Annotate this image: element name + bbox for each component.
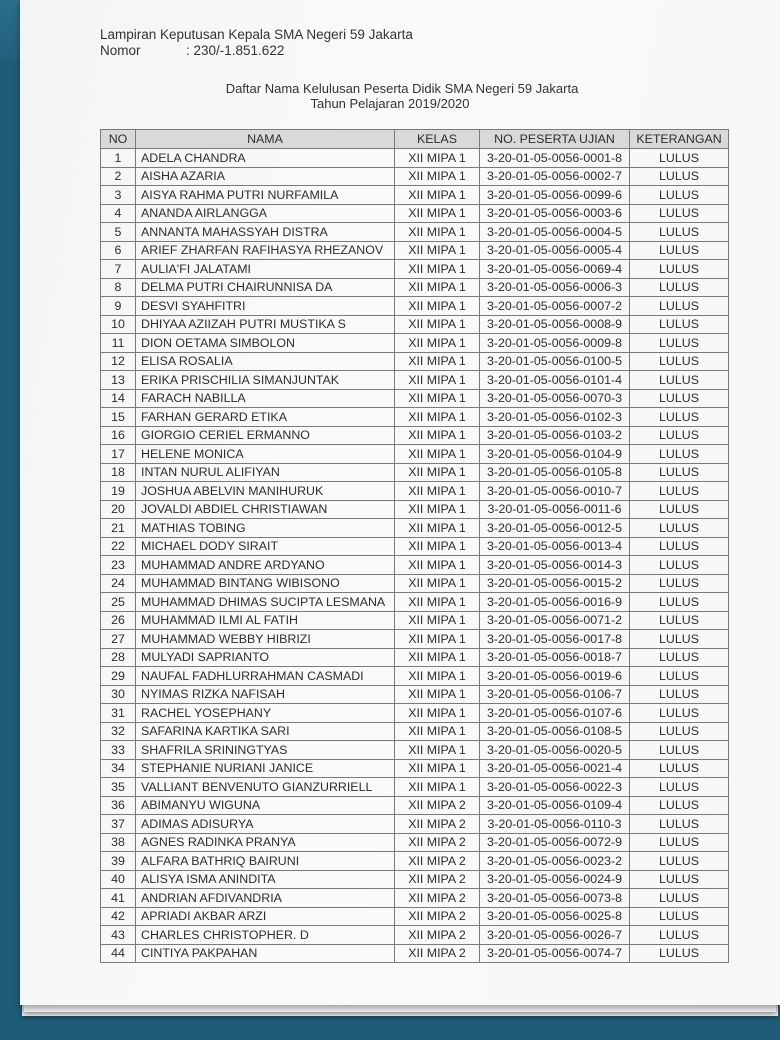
student-name: AGNES RADINKA PRANYA: [136, 833, 395, 852]
row-number: 18: [101, 463, 136, 482]
table-row: [101, 593, 729, 612]
row-number: 20: [101, 500, 136, 519]
status-cell: LULUS: [630, 352, 729, 371]
table-row: [101, 223, 729, 242]
status-cell: LULUS: [630, 167, 729, 186]
student-name: ANDRIAN AFDIVANDRIA: [136, 889, 395, 908]
student-name: FARHAN GERARD ETIKA: [136, 408, 395, 427]
table-row: [101, 149, 729, 168]
class-cell: XII MIPA 2: [395, 870, 480, 889]
student-name: SAFARINA KARTIKA SARI: [136, 722, 395, 741]
row-number: 25: [101, 593, 136, 612]
student-name: ALFARA BATHRIQ BAIRUNI: [136, 852, 395, 871]
row-number: 5: [101, 223, 136, 242]
exam-number: 3-20-01-05-0056-0103-2: [480, 426, 630, 445]
table-row: [101, 648, 729, 667]
status-cell: LULUS: [630, 278, 729, 297]
table-row: [101, 889, 729, 908]
class-cell: XII MIPA 1: [395, 667, 480, 686]
exam-number: 3-20-01-05-0056-0025-8: [480, 907, 630, 926]
column-header-kelas: KELAS: [395, 130, 480, 149]
status-cell: LULUS: [630, 778, 729, 797]
table-row: [101, 667, 729, 686]
table-row: [101, 278, 729, 297]
student-name: MATHIAS TOBING: [136, 519, 395, 538]
table-row: [101, 778, 729, 797]
class-cell: XII MIPA 1: [395, 297, 480, 316]
nomor-value: : 230/-1.851.622: [186, 43, 285, 58]
class-cell: XII MIPA 1: [395, 241, 480, 260]
status-cell: LULUS: [630, 445, 729, 464]
lampiran-line: Lampiran Keputusan Kepala SMA Negeri 59 Jakarta: [100, 27, 413, 42]
class-cell: XII MIPA 1: [395, 537, 480, 556]
student-name: ANNANTA MAHASSYAH DISTRA: [136, 223, 395, 242]
student-name: AULIA'FI JALATAMI: [136, 260, 395, 279]
table-row: [101, 186, 729, 205]
class-cell: XII MIPA 1: [395, 334, 480, 353]
class-cell: XII MIPA 1: [395, 149, 480, 168]
row-number: 13: [101, 371, 136, 390]
table-row: [101, 759, 729, 778]
exam-number: 3-20-01-05-0056-0017-8: [480, 630, 630, 649]
status-cell: LULUS: [630, 556, 729, 575]
column-header-no: NO: [101, 130, 136, 149]
row-number: 43: [101, 926, 136, 945]
student-name: JOSHUA ABELVIN MANIHURUK: [136, 482, 395, 501]
student-name: CINTIYA PAKPAHAN: [136, 944, 395, 963]
student-name: ADELA CHANDRA: [136, 149, 395, 168]
student-name: FARACH NABILLA: [136, 389, 395, 408]
status-cell: LULUS: [630, 741, 729, 760]
row-number: 2: [101, 167, 136, 186]
row-number: 1: [101, 149, 136, 168]
row-number: 23: [101, 556, 136, 575]
class-cell: XII MIPA 2: [395, 815, 480, 834]
table-row: [101, 907, 729, 926]
student-name: MUHAMMAD ILMI AL FATIH: [136, 611, 395, 630]
table-row: [101, 389, 729, 408]
student-name: ADIMAS ADISURYA: [136, 815, 395, 834]
table-row: [101, 500, 729, 519]
document-page: [20, 0, 780, 1005]
student-name: MUHAMMAD WEBBY HIBRIZI: [136, 630, 395, 649]
exam-number: 3-20-01-05-0056-0071-2: [480, 611, 630, 630]
row-number: 16: [101, 426, 136, 445]
student-name: GIORGIO CERIEL ERMANNO: [136, 426, 395, 445]
student-name: DELMA PUTRI CHAIRUNNISA DA: [136, 278, 395, 297]
status-cell: LULUS: [630, 574, 729, 593]
table-row: [101, 926, 729, 945]
status-cell: LULUS: [630, 907, 729, 926]
table-row: [101, 852, 729, 871]
row-number: 9: [101, 297, 136, 316]
table-row: [101, 463, 729, 482]
exam-number: 3-20-01-05-0056-0107-6: [480, 704, 630, 723]
student-name: AISYA RAHMA PUTRI NURFAMILA: [136, 186, 395, 205]
student-name: CHARLES CHRISTOPHER. D: [136, 926, 395, 945]
student-name: MUHAMMAD DHIMAS SUCIPTA LESMANA: [136, 593, 395, 612]
class-cell: XII MIPA 1: [395, 223, 480, 242]
table-row: [101, 722, 729, 741]
exam-number: 3-20-01-05-0056-0069-4: [480, 260, 630, 279]
row-number: 30: [101, 685, 136, 704]
status-cell: LULUS: [630, 759, 729, 778]
class-cell: XII MIPA 1: [395, 352, 480, 371]
student-name: ANANDA AIRLANGGA: [136, 204, 395, 223]
class-cell: XII MIPA 2: [395, 852, 480, 871]
student-name: INTAN NURUL ALIFIYAN: [136, 463, 395, 482]
row-number: 27: [101, 630, 136, 649]
exam-number: 3-20-01-05-0056-0074-7: [480, 944, 630, 963]
exam-number: 3-20-01-05-0056-0099-6: [480, 186, 630, 205]
class-cell: XII MIPA 1: [395, 204, 480, 223]
row-number: 24: [101, 574, 136, 593]
row-number: 29: [101, 667, 136, 686]
column-header-nama: NAMA: [136, 130, 395, 149]
exam-number: 3-20-01-05-0056-0070-3: [480, 389, 630, 408]
status-cell: LULUS: [630, 426, 729, 445]
status-cell: LULUS: [630, 852, 729, 871]
status-cell: LULUS: [630, 593, 729, 612]
status-cell: LULUS: [630, 870, 729, 889]
class-cell: XII MIPA 1: [395, 315, 480, 334]
row-number: 6: [101, 241, 136, 260]
exam-number: 3-20-01-05-0056-0072-9: [480, 833, 630, 852]
row-number: 10: [101, 315, 136, 334]
table-row: [101, 537, 729, 556]
row-number: 37: [101, 815, 136, 834]
status-cell: LULUS: [630, 537, 729, 556]
table-row: [101, 630, 729, 649]
exam-number: 3-20-01-05-0056-0020-5: [480, 741, 630, 760]
status-cell: LULUS: [630, 315, 729, 334]
class-cell: XII MIPA 2: [395, 907, 480, 926]
exam-number: 3-20-01-05-0056-0023-2: [480, 852, 630, 871]
row-number: 38: [101, 833, 136, 852]
table-row: [101, 297, 729, 316]
table-row: [101, 704, 729, 723]
table-body: [101, 149, 729, 963]
class-cell: XII MIPA 1: [395, 519, 480, 538]
document-subtitle: Tahun Pelajaran 2019/2020: [310, 96, 470, 111]
exam-number: 3-20-01-05-0056-0014-3: [480, 556, 630, 575]
table-row: [101, 260, 729, 279]
table-row: [101, 241, 729, 260]
exam-number: 3-20-01-05-0056-0008-9: [480, 315, 630, 334]
table-row: [101, 204, 729, 223]
status-cell: LULUS: [630, 519, 729, 538]
class-cell: XII MIPA 2: [395, 889, 480, 908]
table-row: [101, 796, 729, 815]
row-number: 42: [101, 907, 136, 926]
exam-number: 3-20-01-05-0056-0100-5: [480, 352, 630, 371]
exam-number: 3-20-01-05-0056-0013-4: [480, 537, 630, 556]
nomor-label: Nomor: [100, 43, 141, 58]
exam-number: 3-20-01-05-0056-0073-8: [480, 889, 630, 908]
row-number: 12: [101, 352, 136, 371]
student-name: NYIMAS RIZKA NAFISAH: [136, 685, 395, 704]
document-title: Daftar Nama Kelulusan Peserta Didik SMA Negeri 59 Jakarta: [225, 81, 579, 96]
exam-number: 3-20-01-05-0056-0010-7: [480, 482, 630, 501]
row-number: 44: [101, 944, 136, 963]
table-row: [101, 574, 729, 593]
student-name: MUHAMMAD ANDRE ARDYANO: [136, 556, 395, 575]
class-cell: XII MIPA 1: [395, 167, 480, 186]
student-name: AISHA AZARIA: [136, 167, 395, 186]
row-number: 40: [101, 870, 136, 889]
class-cell: XII MIPA 1: [395, 741, 480, 760]
student-name: DION OETAMA SIMBOLON: [136, 334, 395, 353]
table-row: [101, 352, 729, 371]
student-name: VALLIANT BENVENUTO GIANZURRIELL: [136, 778, 395, 797]
status-cell: LULUS: [630, 223, 729, 242]
table-row: [101, 815, 729, 834]
status-cell: LULUS: [630, 833, 729, 852]
status-cell: LULUS: [630, 796, 729, 815]
status-cell: LULUS: [630, 889, 729, 908]
graduation-table: [100, 129, 729, 963]
status-cell: LULUS: [630, 704, 729, 723]
status-cell: LULUS: [630, 334, 729, 353]
student-name: ERIKA PRISCHILIA SIMANJUNTAK: [136, 371, 395, 390]
class-cell: XII MIPA 1: [395, 186, 480, 205]
status-cell: LULUS: [630, 926, 729, 945]
class-cell: XII MIPA 2: [395, 926, 480, 945]
row-number: 15: [101, 408, 136, 427]
exam-number: 3-20-01-05-0056-0110-3: [480, 815, 630, 834]
status-cell: LULUS: [630, 389, 729, 408]
class-cell: XII MIPA 1: [395, 611, 480, 630]
table-row: [101, 685, 729, 704]
row-number: 33: [101, 741, 136, 760]
class-cell: XII MIPA 1: [395, 278, 480, 297]
row-number: 11: [101, 334, 136, 353]
table-row: [101, 445, 729, 464]
status-cell: LULUS: [630, 186, 729, 205]
row-number: 39: [101, 852, 136, 871]
exam-number: 3-20-01-05-0056-0108-5: [480, 722, 630, 741]
status-cell: LULUS: [630, 482, 729, 501]
row-number: 35: [101, 778, 136, 797]
exam-number: 3-20-01-05-0056-0006-3: [480, 278, 630, 297]
exam-number: 3-20-01-05-0056-0002-7: [480, 167, 630, 186]
row-number: 36: [101, 796, 136, 815]
exam-number: 3-20-01-05-0056-0016-9: [480, 593, 630, 612]
status-cell: LULUS: [630, 815, 729, 834]
student-name: STEPHANIE NURIANI JANICE: [136, 759, 395, 778]
status-cell: LULUS: [630, 371, 729, 390]
row-number: 21: [101, 519, 136, 538]
exam-number: 3-20-01-05-0056-0018-7: [480, 648, 630, 667]
table-row: [101, 944, 729, 963]
column-header-keterangan: KETERANGAN: [630, 130, 729, 149]
status-cell: LULUS: [630, 463, 729, 482]
student-name: APRIADI AKBAR ARZI: [136, 907, 395, 926]
class-cell: XII MIPA 1: [395, 722, 480, 741]
class-cell: XII MIPA 1: [395, 445, 480, 464]
status-cell: LULUS: [630, 241, 729, 260]
table-row: [101, 870, 729, 889]
status-cell: LULUS: [630, 722, 729, 741]
row-number: 17: [101, 445, 136, 464]
student-name: HELENE MONICA: [136, 445, 395, 464]
exam-number: 3-20-01-05-0056-0024-9: [480, 870, 630, 889]
class-cell: XII MIPA 1: [395, 371, 480, 390]
student-name: RACHEL YOSEPHANY: [136, 704, 395, 723]
table-row: [101, 833, 729, 852]
table-header-row: [101, 130, 729, 149]
class-cell: XII MIPA 1: [395, 556, 480, 575]
class-cell: XII MIPA 1: [395, 389, 480, 408]
class-cell: XII MIPA 1: [395, 260, 480, 279]
class-cell: XII MIPA 2: [395, 796, 480, 815]
status-cell: LULUS: [630, 500, 729, 519]
column-header-no-peserta: NO. PESERTA UJIAN: [480, 130, 630, 149]
table-row: [101, 556, 729, 575]
exam-number: 3-20-01-05-0056-0104-9: [480, 445, 630, 464]
row-number: 26: [101, 611, 136, 630]
exam-number: 3-20-01-05-0056-0012-5: [480, 519, 630, 538]
row-number: 19: [101, 482, 136, 501]
table-row: [101, 371, 729, 390]
status-cell: LULUS: [630, 260, 729, 279]
table-row: [101, 334, 729, 353]
exam-number: 3-20-01-05-0056-0026-7: [480, 926, 630, 945]
student-name: SHAFRILA SRININGTYAS: [136, 741, 395, 760]
student-name: DHIYAA AZIIZAH PUTRI MUSTIKA S: [136, 315, 395, 334]
table-row: [101, 426, 729, 445]
status-cell: LULUS: [630, 297, 729, 316]
row-number: 14: [101, 389, 136, 408]
status-cell: LULUS: [630, 408, 729, 427]
table-row: [101, 482, 729, 501]
row-number: 4: [101, 204, 136, 223]
class-cell: XII MIPA 2: [395, 944, 480, 963]
table-row: [101, 408, 729, 427]
exam-number: 3-20-01-05-0056-0015-2: [480, 574, 630, 593]
exam-number: 3-20-01-05-0056-0102-3: [480, 408, 630, 427]
student-name: MULYADI SAPRIANTO: [136, 648, 395, 667]
class-cell: XII MIPA 1: [395, 593, 480, 612]
status-cell: LULUS: [630, 149, 729, 168]
class-cell: XII MIPA 1: [395, 426, 480, 445]
class-cell: XII MIPA 1: [395, 463, 480, 482]
status-cell: LULUS: [630, 667, 729, 686]
class-cell: XII MIPA 1: [395, 685, 480, 704]
exam-number: 3-20-01-05-0056-0021-4: [480, 759, 630, 778]
table-row: [101, 167, 729, 186]
exam-number: 3-20-01-05-0056-0106-7: [480, 685, 630, 704]
class-cell: XII MIPA 1: [395, 574, 480, 593]
class-cell: XII MIPA 1: [395, 482, 480, 501]
class-cell: XII MIPA 1: [395, 704, 480, 723]
student-name: ARIEF ZHARFAN RAFIHASYA RHEZANOV: [136, 241, 395, 260]
class-cell: XII MIPA 2: [395, 833, 480, 852]
exam-number: 3-20-01-05-0056-0109-4: [480, 796, 630, 815]
status-cell: LULUS: [630, 204, 729, 223]
table-row: [101, 611, 729, 630]
exam-number: 3-20-01-05-0056-0005-4: [480, 241, 630, 260]
student-name: ABIMANYU WIGUNA: [136, 796, 395, 815]
student-name: ALISYA ISMA ANINDITA: [136, 870, 395, 889]
row-number: 22: [101, 537, 136, 556]
exam-number: 3-20-01-05-0056-0022-3: [480, 778, 630, 797]
row-number: 28: [101, 648, 136, 667]
exam-number: 3-20-01-05-0056-0101-4: [480, 371, 630, 390]
class-cell: XII MIPA 1: [395, 759, 480, 778]
class-cell: XII MIPA 1: [395, 500, 480, 519]
status-cell: LULUS: [630, 944, 729, 963]
student-name: MICHAEL DODY SIRAIT: [136, 537, 395, 556]
table-row: [101, 741, 729, 760]
exam-number: 3-20-01-05-0056-0011-6: [480, 500, 630, 519]
exam-number: 3-20-01-05-0056-0004-5: [480, 223, 630, 242]
row-number: 34: [101, 759, 136, 778]
class-cell: XII MIPA 1: [395, 408, 480, 427]
row-number: 8: [101, 278, 136, 297]
status-cell: LULUS: [630, 685, 729, 704]
student-name: NAUFAL FADHLURRAHMAN CASMADI: [136, 667, 395, 686]
exam-number: 3-20-01-05-0056-0009-8: [480, 334, 630, 353]
exam-number: 3-20-01-05-0056-0001-8: [480, 149, 630, 168]
row-number: 7: [101, 260, 136, 279]
student-name: JOVALDI ABDIEL CHRISTIAWAN: [136, 500, 395, 519]
class-cell: XII MIPA 1: [395, 648, 480, 667]
table-row: [101, 519, 729, 538]
class-cell: XII MIPA 1: [395, 778, 480, 797]
student-name: ELISA ROSALIA: [136, 352, 395, 371]
exam-number: 3-20-01-05-0056-0019-6: [480, 667, 630, 686]
status-cell: LULUS: [630, 630, 729, 649]
exam-number: 3-20-01-05-0056-0105-8: [480, 463, 630, 482]
student-name: DESVI SYAHFITRI: [136, 297, 395, 316]
row-number: 41: [101, 889, 136, 908]
class-cell: XII MIPA 1: [395, 630, 480, 649]
row-number: 3: [101, 186, 136, 205]
exam-number: 3-20-01-05-0056-0007-2: [480, 297, 630, 316]
student-name: MUHAMMAD BINTANG WIBISONO: [136, 574, 395, 593]
status-cell: LULUS: [630, 611, 729, 630]
table-row: [101, 315, 729, 334]
exam-number: 3-20-01-05-0056-0003-6: [480, 204, 630, 223]
row-number: 31: [101, 704, 136, 723]
row-number: 32: [101, 722, 136, 741]
status-cell: LULUS: [630, 648, 729, 667]
